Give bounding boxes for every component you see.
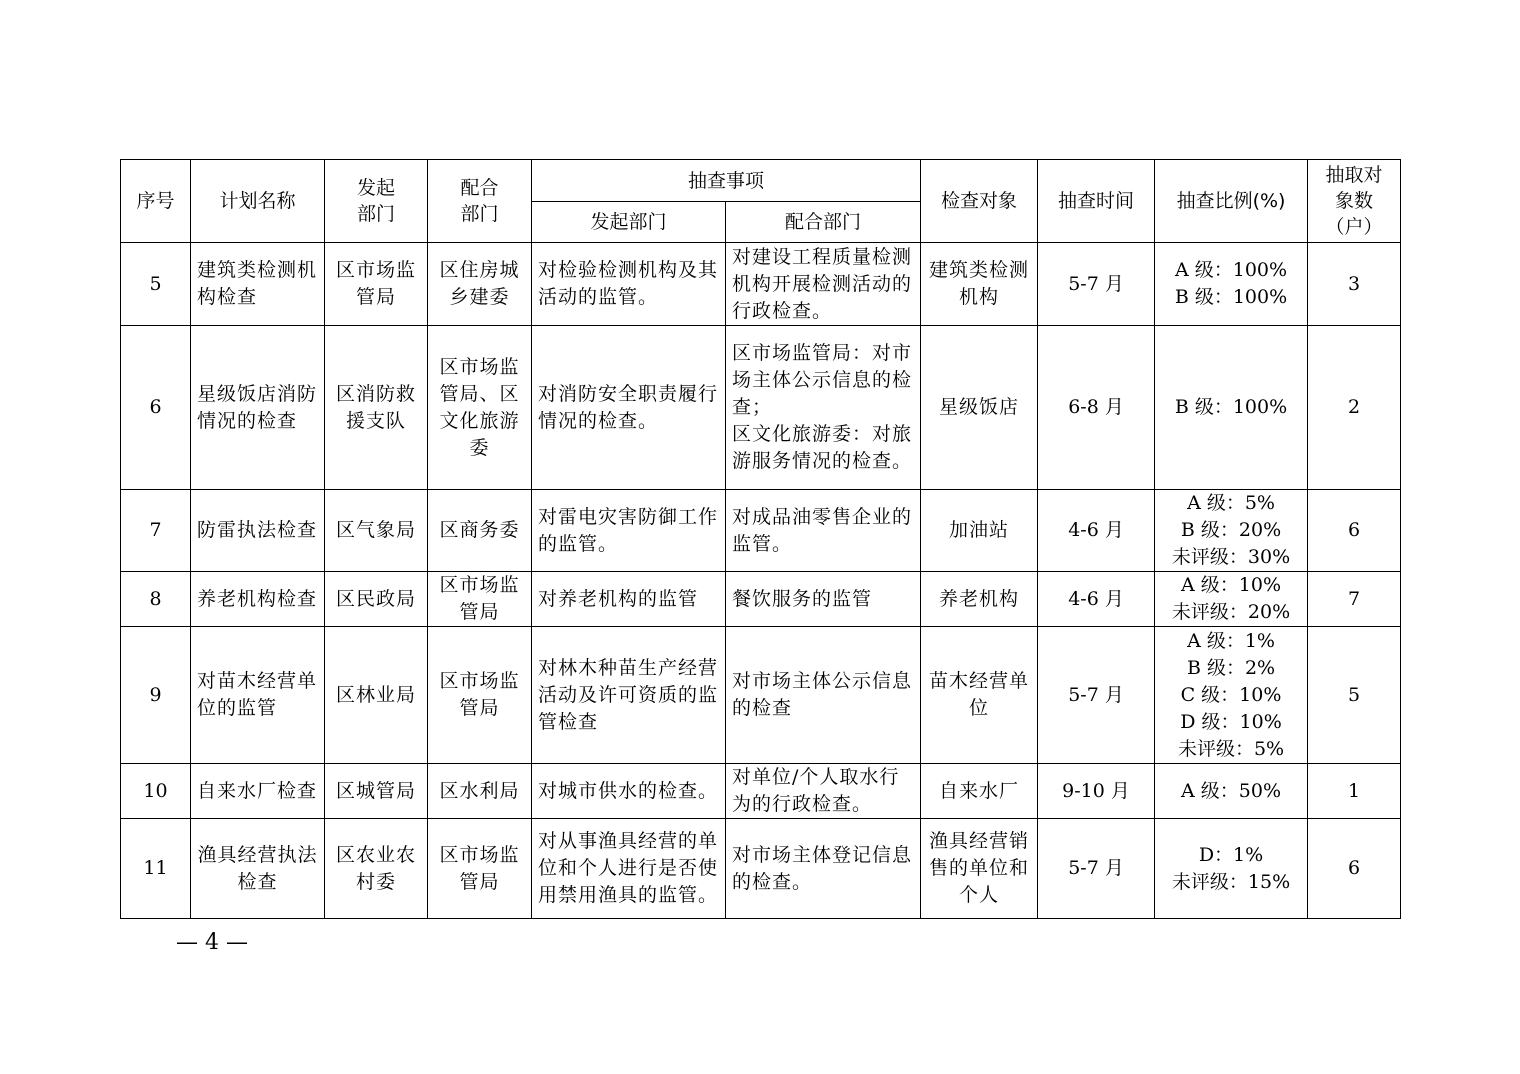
cell-item-coop: 区市场监管局：对市场主体公示信息的检查； 区文化旅游委：对旅游服务情况的检查。 [726,326,921,490]
cell-coop: 区市场监管局 [428,819,532,919]
header-ratio: 抽查比例(%) [1155,160,1308,243]
cell-item-init: 对城市供水的检查。 [532,764,726,819]
cell-count: 6 [1308,819,1401,919]
cell-time: 4-6 月 [1038,490,1155,572]
cell-plan: 星级饭店消防情况的检查 [191,326,325,490]
cell-no: 9 [121,627,191,764]
cell-item-init: 对养老机构的监管 [532,572,726,627]
cell-no: 7 [121,490,191,572]
table-row [121,572,1401,627]
cell-item-coop: 对成品油零售企业的监管。 [726,490,921,572]
cell-coop: 区市场监管局、区文化旅游委 [428,326,532,490]
cell-count: 3 [1308,243,1401,326]
table-row [121,243,1401,326]
cell-ratio: A 级：50% [1155,764,1308,819]
cell-target: 渔具经营销售的单位和个人 [921,819,1038,919]
cell-no: 5 [121,243,191,326]
cell-plan: 渔具经营执法检查 [191,819,325,919]
cell-coop: 区住房城乡建委 [428,243,532,326]
cell-target: 养老机构 [921,572,1038,627]
cell-item-coop: 餐饮服务的监管 [726,572,921,627]
header-init-dept: 发起 部门 [325,160,428,243]
cell-init: 区消防救援支队 [325,326,428,490]
header-items-coop: 配合部门 [726,202,921,243]
cell-init: 区林业局 [325,627,428,764]
cell-count: 6 [1308,490,1401,572]
cell-ratio: B 级：100% [1155,326,1308,490]
header-inspection-items: 抽查事项 [532,160,921,202]
cell-count: 2 [1308,326,1401,490]
header-items-init: 发起部门 [532,202,726,243]
cell-plan: 养老机构检查 [191,572,325,627]
cell-ratio: A 级：100% B 级：100% [1155,243,1308,326]
cell-init: 区城管局 [325,764,428,819]
cell-init: 区气象局 [325,490,428,572]
cell-coop: 区市场监管局 [428,627,532,764]
cell-ratio: D：1% 未评级：15% [1155,819,1308,919]
header-target: 检查对象 [921,160,1038,243]
cell-init: 区农业农村委 [325,819,428,919]
cell-plan: 自来水厂检查 [191,764,325,819]
cell-time: 4-6 月 [1038,572,1155,627]
cell-target: 星级饭店 [921,326,1038,490]
cell-no: 10 [121,764,191,819]
header-count: 抽取对 象数 （户） [1308,160,1401,243]
table-row [121,326,1401,490]
cell-init: 区民政局 [325,572,428,627]
cell-target: 苗木经营单位 [921,627,1038,764]
page-number: — 4 — [176,930,248,955]
cell-init: 区市场监管局 [325,243,428,326]
cell-time: 9-10 月 [1038,764,1155,819]
cell-target: 自来水厂 [921,764,1038,819]
cell-plan: 对苗木经营单位的监管 [191,627,325,764]
cell-item-init: 对林木种苗生产经营活动及许可资质的监管检查 [532,627,726,764]
cell-time: 6-8 月 [1038,326,1155,490]
cell-target: 加油站 [921,490,1038,572]
cell-coop: 区商务委 [428,490,532,572]
cell-item-coop: 对单位/个人取水行为的行政检查。 [726,764,921,819]
cell-item-coop: 对市场主体登记信息的检查。 [726,819,921,919]
header-coop-dept: 配合 部门 [428,160,532,243]
cell-count: 7 [1308,572,1401,627]
header-plan-name: 计划名称 [191,160,325,243]
cell-count: 1 [1308,764,1401,819]
cell-item-init: 对消防安全职责履行情况的检查。 [532,326,726,490]
table-row [121,627,1401,764]
cell-time: 5-7 月 [1038,627,1155,764]
cell-item-coop: 对建设工程质量检测机构开展检测活动的行政检查。 [726,243,921,326]
cell-item-init: 对检验检测机构及其活动的监管。 [532,243,726,326]
header-time: 抽查时间 [1038,160,1155,243]
table-row [121,819,1401,919]
inspection-plan-table [120,159,1401,919]
cell-item-init: 对从事渔具经营的单位和个人进行是否使用禁用渔具的监管。 [532,819,726,919]
cell-plan: 建筑类检测机构检查 [191,243,325,326]
cell-ratio: A 级：1% B 级：2% C 级：10% D 级：10% 未评级：5% [1155,627,1308,764]
header-no: 序号 [121,160,191,243]
cell-coop: 区水利局 [428,764,532,819]
cell-time: 5-7 月 [1038,819,1155,919]
cell-ratio: A 级：5% B 级：20% 未评级：30% [1155,490,1308,572]
cell-target: 建筑类检测机构 [921,243,1038,326]
cell-no: 6 [121,326,191,490]
cell-no: 11 [121,819,191,919]
cell-plan: 防雷执法检查 [191,490,325,572]
cell-time: 5-7 月 [1038,243,1155,326]
cell-item-coop: 对市场主体公示信息的检查 [726,627,921,764]
cell-coop: 区市场监管局 [428,572,532,627]
table-row [121,764,1401,819]
cell-ratio: A 级：10% 未评级：20% [1155,572,1308,627]
cell-count: 5 [1308,627,1401,764]
table-row [121,490,1401,572]
cell-no: 8 [121,572,191,627]
cell-item-init: 对雷电灾害防御工作的监管。 [532,490,726,572]
